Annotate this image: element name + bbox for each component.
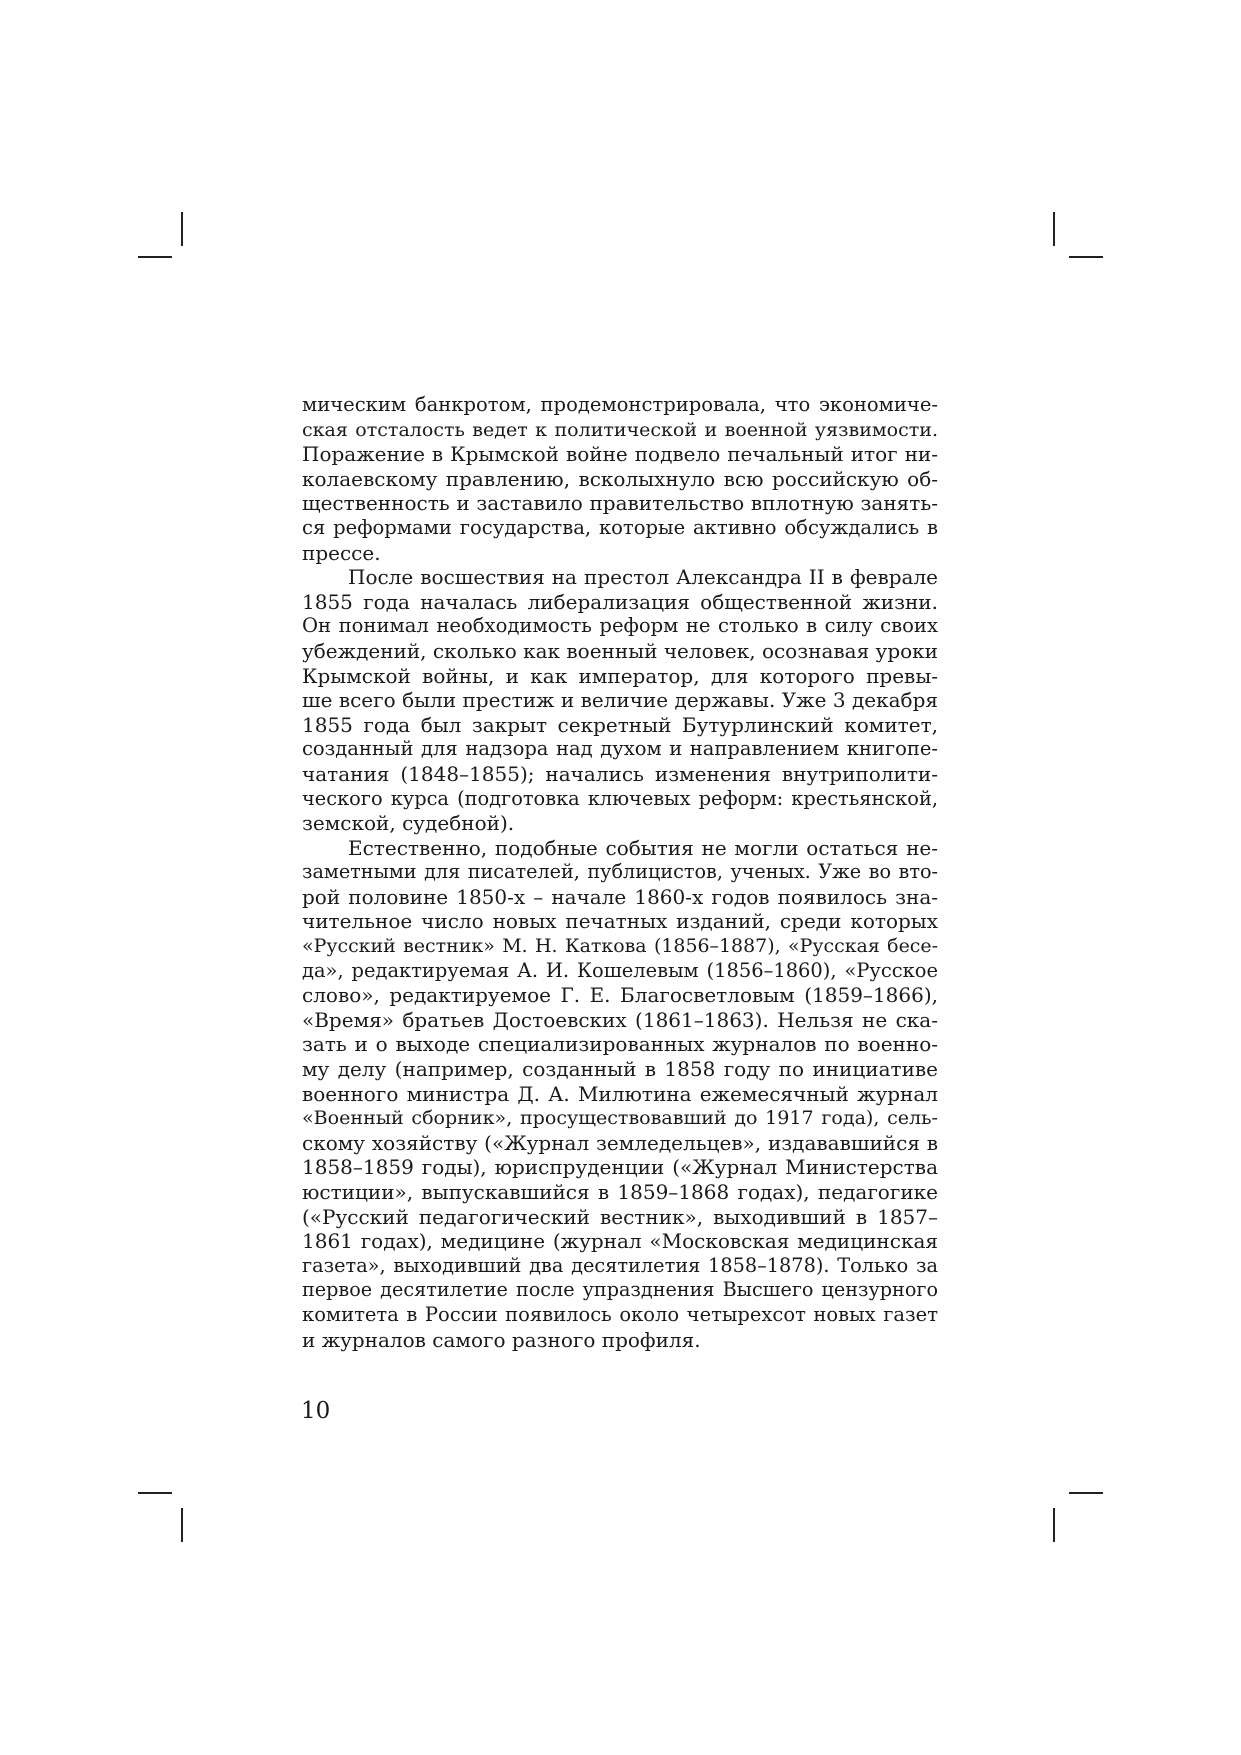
text-line: комитета в России появилось около четырехсот новых газет [302,1302,938,1326]
crop-mark-top-left-vertical [181,212,183,246]
crop-mark-bottom-right-vertical [1053,1508,1055,1542]
text-line: колаевскому правлению, всколыхнуло всю российскую об- [302,466,938,491]
text-line: «Военный сборник», просуществовавший до 1917 года), сель- [302,1107,938,1130]
paragraph-3 [302,836,938,1352]
text-line: первое десятилетие после упразднения Высшего цензурного [302,1278,938,1302]
text-line: чительное число новых печатных изданий, среди которых [302,909,938,934]
text-line: рой половине 1850-х – начале 1860-х годов появилось зна- [302,884,938,909]
text-line: («Русский педагогический вестник», выходивший в 1857– [302,1204,938,1229]
text-line: земской, судебной). [302,811,515,836]
text-line: 1855 года был закрыт секретный Бутурлинский комитет, [302,712,938,737]
text-line: ся реформами государства, которые активно обсуждались в [302,515,938,539]
text-line: 1861 годах), медицине (журнал «Московская медицинская [302,1229,938,1254]
text-line: зать и о выходе специализированных журналов по военно- [302,1032,938,1057]
text-line: и журналов самого разного профиля. [302,1327,701,1352]
text-line: 1858–1859 годы), юриспруденции («Журнал Министерства [302,1155,938,1180]
crop-mark-bottom-right-horizontal [1069,1492,1103,1494]
text-line: «Время» братьев Достоевских (1861–1863). Нельзя не ска- [302,1007,938,1032]
crop-mark-top-right-vertical [1053,212,1055,246]
text-line: ше всего были престиж и величие державы. Уже 3 декабря [302,688,938,713]
text-line: ская отсталость ведет к политической и военной уязвимости. [302,418,938,441]
text-line: мическим банкротом, продемонстрировала, что экономиче- [302,393,938,416]
crop-mark-bottom-left-horizontal [138,1492,172,1494]
text-line: прессе. [302,540,381,565]
text-line: 1855 года началась либерализация общественной жизни. [302,589,938,614]
text-line: ческого курса (подготовка ключевых реформ: крестьянской, [302,786,938,810]
text-line: убеждений, сколько как военный человек, осознавая уроки [302,638,938,663]
text-line: Крымской войны, и как император, для которого превы- [302,663,938,688]
paragraph-2 [302,565,938,836]
crop-mark-bottom-left-vertical [181,1508,183,1542]
text-line: военного министра Д. А. Милютина ежемесячный журнал [302,1081,938,1106]
paragraph-1 [302,393,938,565]
text-line: газета», выходивший два десятилетия 1858–1878). Только за [302,1253,938,1277]
text-line: щественность и заставило правительство вплотную занять- [302,491,938,516]
text-line: Он понимал необходимость реформ не столько в силу своих [302,614,938,638]
text-line: слово», редактируемое Г. Е. Благосветловым (1859–1866), [302,983,938,1008]
page-number: 10 [301,1398,331,1424]
text-line: После восшествия на престол Александра II в феврале [348,565,938,590]
text-line: Естественно, подобные события не могли остаться не- [348,835,938,860]
text-line: Поражение в Крымской войне подвело печальный итог ни- [302,442,938,467]
text-line: юстиции», выпускавшийся в 1859–1868 годах), педагогике [302,1180,938,1204]
text-line: чатания (1848–1855); начались изменения внутриполити- [302,761,938,786]
crop-mark-top-left-horizontal [138,256,172,258]
crop-mark-top-right-horizontal [1069,256,1103,258]
body-text [302,393,938,1352]
text-line: «Русский вестник» М. Н. Каткова (1856–1887), «Русская бесе- [302,935,938,958]
text-line: созданный для надзора над духом и направлением книгопе- [302,737,938,761]
text-line: да», редактируемая А. И. Кошелевым (1856–1860), «Русское [302,958,938,982]
text-line: скому хозяйству («Журнал земледельцев», издававшийся в [302,1130,938,1155]
text-line: заметными для писателей, публицистов, ученых. Уже во вто- [302,860,938,884]
text-line: му делу (например, созданный в 1858 году по инициативе [302,1057,938,1082]
